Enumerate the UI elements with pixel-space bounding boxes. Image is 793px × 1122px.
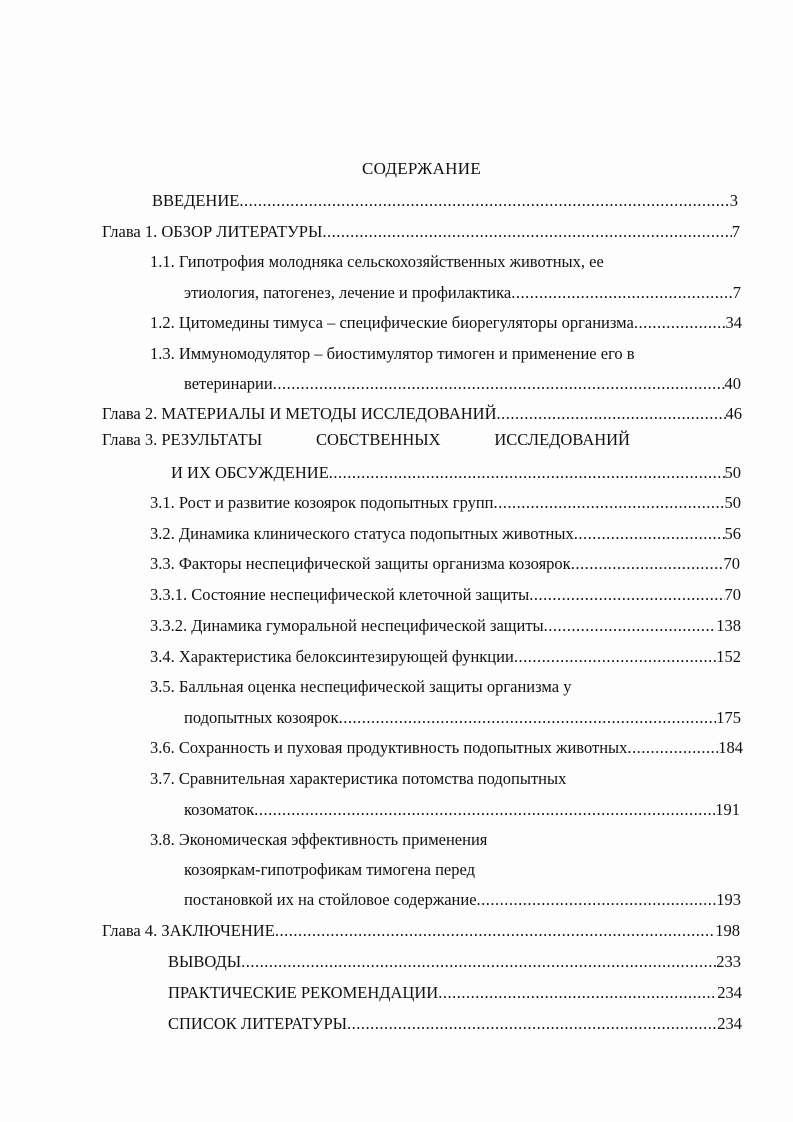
leader-dots: [529, 583, 724, 607]
toc-page-number: 234: [717, 983, 742, 1002]
toc-entry-chapter-2: [102, 402, 742, 426]
toc-page-number: 152: [716, 647, 741, 666]
toc-entry-chapter-3-line-2: [171, 461, 741, 485]
toc-entry-text: 3.6. Сохранность и пуховая продуктивность подопытных животных: [150, 738, 628, 757]
toc-entry-chapter-4: [102, 919, 740, 943]
toc-entry-text: Глава 1. ОБЗОР ЛИТЕРАТУРЫ: [102, 222, 323, 241]
leader-dots: [347, 1012, 717, 1036]
toc-entry-text: 3.4. Характеристика белоксинтезирующей функции: [150, 647, 514, 666]
toc-entry-3-6: [150, 736, 743, 760]
toc-entry-text: 1.3. Иммуномодулятор – биостимулятор тимоген и применение его в: [150, 344, 635, 363]
leader-dots: [634, 311, 726, 335]
page-title: СОДЕРЖАНИЕ: [361, 159, 482, 178]
toc-entry-text: Глава 4. ЗАКЛЮЧЕНИЕ: [102, 921, 275, 940]
toc-page-number: 198: [715, 921, 740, 940]
toc-entry-references: [168, 1012, 742, 1036]
toc-page-number: 46: [725, 404, 742, 423]
leader-dots: [627, 736, 718, 760]
toc-page-number: 233: [716, 952, 741, 971]
toc-entry-1-3-line-1: [150, 342, 750, 366]
leader-dots: [339, 706, 717, 730]
toc-entry-text: подопытных козоярок: [184, 708, 339, 727]
toc-entry-text: 3.2. Динамика клинического статуса подопытных животных: [150, 524, 574, 543]
toc-entry-3-5-line-1: [150, 675, 750, 699]
leader-dots: [254, 798, 715, 822]
leader-dots: [514, 645, 716, 669]
toc-entry-text: 1.1. Гипотрофия молодняка сельскохозяйственных животных, ее: [150, 252, 604, 271]
toc-entry-word: ИССЛЕДОВАНИЙ: [494, 430, 630, 449]
toc-entry-3-7-line-2: [184, 798, 740, 822]
toc-entry-1-2: [150, 311, 742, 335]
leader-dots: [329, 461, 725, 485]
leader-dots: [544, 614, 717, 638]
leader-dots: [511, 281, 733, 305]
leader-dots: [477, 888, 717, 912]
toc-entry-chapter-3-line-1: [102, 428, 630, 452]
toc-entry-text: ВВЕДЕНИЕ: [152, 191, 240, 210]
toc-page-number: 138: [716, 616, 741, 635]
leader-dots: [322, 220, 731, 244]
toc-entry-1-1-line-1: [150, 250, 750, 274]
toc-page-number: 3: [729, 191, 738, 210]
toc-page-number: 175: [716, 708, 741, 727]
toc-page-number: 234: [717, 1014, 742, 1033]
toc-entry-3-7-line-1: [150, 767, 750, 791]
toc-entry-text: 3.3.1. Состояние неспецифической клеточной защиты: [150, 585, 530, 604]
toc-entry-text: 3.7. Сравнительная характеристика потомства подопытных: [150, 769, 567, 788]
leader-dots: [239, 189, 729, 213]
toc-entry-3-8-line-2: [184, 858, 744, 882]
toc-page-number: 191: [715, 800, 740, 819]
toc-entry-3-8-line-1: [150, 828, 750, 852]
leader-dots: [241, 950, 716, 974]
leader-dots: [497, 402, 726, 426]
toc-entry-text: 1.2. Цитомедины тимуса – специфические биорегуляторы организма: [150, 313, 634, 332]
toc-entry-word: Глава 3. РЕЗУЛЬТАТЫ: [102, 430, 263, 449]
toc-entry-text: козояркам-гипотрофикам тимогена перед: [184, 860, 475, 879]
toc-page-number: 34: [725, 313, 742, 332]
toc-entry-3-8-line-3: [184, 888, 741, 912]
leader-dots: [571, 552, 724, 576]
toc-page-number: 50: [724, 463, 741, 482]
toc-page-number: 70: [724, 585, 741, 604]
toc-entry-3-1: [150, 491, 741, 515]
toc-entry-text: этиология, патогенез, лечение и профилактика: [184, 283, 512, 302]
leader-dots: [494, 491, 725, 515]
toc-entry-chapter-1: [102, 220, 740, 244]
toc-entry-text: козоматок: [184, 800, 255, 819]
toc-entry-1-3-line-2: [184, 372, 741, 396]
toc-entry-text: 3.3. Факторы неспецифической защиты организма козоярок: [150, 554, 571, 573]
toc-entry-text: 3.1. Рост и развитие козоярок подопытных групп: [150, 493, 494, 512]
leader-dots: [275, 919, 715, 943]
leader-dots: [273, 372, 725, 396]
toc-entry-text: И ИХ ОБСУЖДЕНИЕ: [171, 463, 329, 482]
toc-entry-introduction: [152, 189, 738, 213]
toc-entry-3-3: [150, 552, 740, 576]
toc-entry-text: 3.5. Балльная оценка неспецифической защиты организма у: [150, 677, 572, 696]
toc-entry-conclusions: [168, 950, 741, 974]
toc-page-number: 7: [731, 222, 740, 241]
toc-page-number: 56: [724, 524, 741, 543]
toc-page-number: 50: [724, 493, 741, 512]
toc-entry-3-2: [150, 522, 741, 546]
toc-entry-text: ПРАКТИЧЕСКИЕ РЕКОМЕНДАЦИИ: [168, 983, 439, 1002]
toc-page-number: 40: [724, 374, 741, 393]
toc-page-number: 70: [723, 554, 740, 573]
toc-entry-text: 3.3.2. Динамика гуморальной неспецифической защиты: [150, 616, 544, 635]
toc-entry-text: ветеринарии: [184, 374, 273, 393]
toc-page-number: 7: [732, 283, 741, 302]
leader-dots: [574, 522, 725, 546]
leader-dots: [438, 981, 717, 1005]
toc-page-number: 193: [716, 890, 741, 909]
toc-entry-3-4: [150, 645, 741, 669]
toc-page-number: 184: [718, 738, 743, 757]
toc-entry-3-5-line-2: [184, 706, 741, 730]
toc-entry-text: постановкой их на стойловое содержание: [184, 890, 477, 909]
toc-entry-3-3-1: [150, 583, 741, 607]
toc-entry-text: Глава 2. МАТЕРИАЛЫ И МЕТОДЫ ИССЛЕДОВАНИЙ: [102, 404, 497, 423]
toc-entry-word: СОБСТВЕННЫХ: [315, 430, 441, 449]
toc-entry-text: ВЫВОДЫ: [168, 952, 242, 971]
toc-entry-text: 3.8. Экономическая эффективность применения: [150, 830, 488, 849]
toc-entry-1-1-line-2: [184, 281, 741, 305]
toc-entry-text: СПИСОК ЛИТЕРАТУРЫ: [168, 1014, 348, 1033]
toc-entry-recommendations: [168, 981, 742, 1005]
toc-entry-3-3-2: [150, 614, 741, 638]
